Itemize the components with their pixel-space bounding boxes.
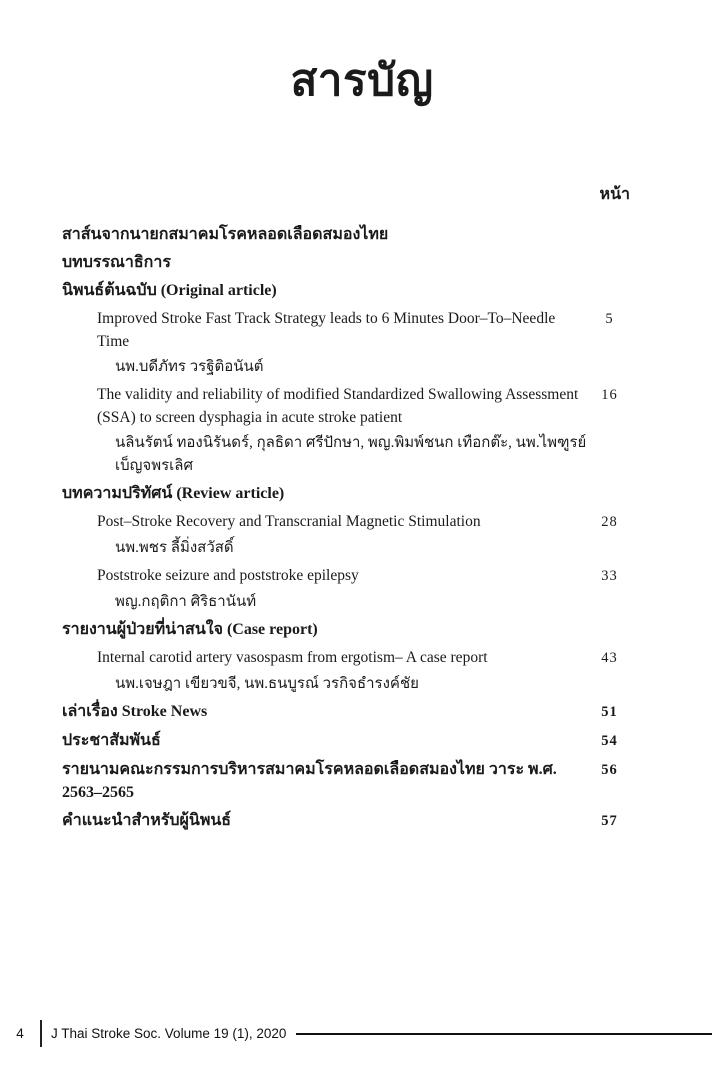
footer-horizontal-rule [296,1033,712,1035]
toc-section-row [62,700,632,724]
toc-entry-text: ประชาสัมพันธ์ [62,732,161,749]
toc-entry-text: นลินรัตน์ ทองนิรันดร์, กุลธิดา ศรีปักษา, พญ.พิมพ์ชนก เทือกต๊ะ, นพ.ไพฑูรย์ เบ็ญจพรเลิศ [115,435,587,474]
toc-entry-text: บทบรรณาธิการ [62,254,171,271]
toc-entry-page-number [587,432,632,433]
toc-entry-text: นพ.พชร ลี้มิ่งสวัสดิ์ [115,540,234,556]
page-footer [0,1020,724,1047]
toc-entry-page-number: 51 [601,704,618,720]
toc-entry-page-number: 33 [601,568,618,584]
toc-entry-text: เล่าเรื่อง Stroke News [62,703,208,720]
toc-section-row [62,729,632,753]
toc-section-row [62,618,632,641]
toc-entry-page-number [587,356,632,357]
toc-entry-text: สาส์นจากนายกสมาคมโรคหลอดเลือดสมองไทย [62,226,389,243]
toc-entry-text: นิพนธ์ต้นฉบับ (Original article) [62,282,277,299]
toc-entry-text: Poststroke seizure and poststroke epilepsy [97,567,359,584]
toc-entry-text: นพ.บดีภัทร วรฐิติอนันต์ [115,359,264,375]
toc-section-row [62,251,632,274]
toc-entry-page-number [587,618,632,619]
toc-entry-page-number [587,482,632,483]
toc-title-row [62,383,632,429]
table-of-contents [62,182,632,838]
toc-entry-page-number: 43 [601,650,618,666]
toc-entry-page-number: 57 [601,813,618,829]
toc-entry-page-number [587,673,632,674]
toc-entry-text: รายงานผู้ป่วยที่น่าสนใจ (Case report) [62,621,318,638]
footer-page-number: 4 [16,1026,24,1041]
toc-section-row [62,223,632,246]
footer-journal-title: J Thai Stroke Soc. Volume 19 (1), 2020 [51,1026,287,1041]
toc-entry-page-number [587,279,632,280]
toc-section-row [62,809,632,833]
toc-entry-page-number: 28 [601,514,618,530]
toc-rows [62,223,632,833]
toc-entry-text: บทความปริทัศน์ (Review article) [62,485,285,502]
toc-entry-text: Post–Stroke Recovery and Transcranial Magnetic Stimulation [97,513,481,530]
toc-author-row [62,356,632,379]
toc-entry-text: พญ.กฤติกา ศิริธานันท์ [115,594,257,610]
toc-entry-text: คำแนะนำสำหรับผู้นิพนธ์ [62,812,232,829]
toc-author-row [62,432,632,478]
toc-author-row [62,537,632,560]
toc-title-row [62,510,632,534]
toc-entry-text: นพ.เจษฎา เขียวขจี, นพ.ธนบูรณ์ วรกิจธำรงค์ชัย [115,676,419,692]
toc-author-row [62,673,632,696]
toc-section-row [62,279,632,302]
toc-entry-page-number [587,591,632,592]
toc-author-row [62,591,632,614]
toc-entry-text: The validity and reliability of modified Standardized Swallowing Assessment (SSA) to screen dysphagia in acute stroke patient [97,386,579,426]
toc-entry-page-number [587,223,632,224]
page-title: สารบัญ [290,56,434,105]
toc-entry-page-number: 5 [605,311,614,327]
toc-entry-page-number: 56 [601,762,618,778]
page-column-header: หน้า [599,186,630,203]
toc-entry-text: Internal carotid artery vasospasm from ergotism– A case report [97,649,488,666]
toc-entry-text: Improved Stroke Fast Track Strategy leads to 6 Minutes Door–To–Needle Time [97,310,556,350]
toc-entry-page-number [587,251,632,252]
toc-entry-page-number: 16 [601,387,618,403]
toc-title-row [62,646,632,670]
toc-section-row [62,758,632,804]
footer-divider-bar [40,1020,42,1047]
toc-title-row [62,307,632,353]
toc-entry-text: รายนามคณะกรรมการบริหารสมาคมโรคหลอดเลือดสมองไทย วาระ พ.ศ. 2563–2565 [62,761,557,801]
toc-entry-page-number: 54 [601,733,618,749]
toc-entry-page-number [587,537,632,538]
toc-title-row [62,564,632,588]
toc-section-row [62,482,632,505]
